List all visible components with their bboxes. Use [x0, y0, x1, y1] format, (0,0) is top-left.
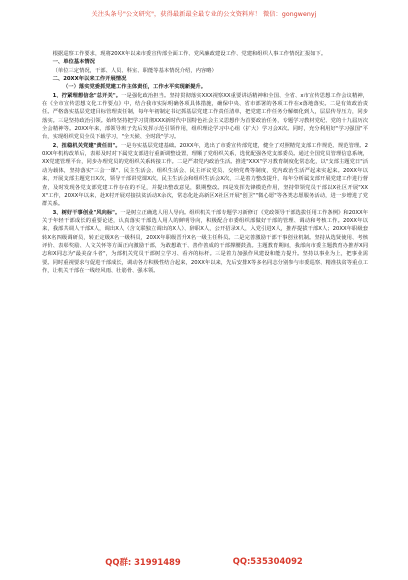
- item-3-title: 3、树好干事创业"风向标"。: [52, 209, 121, 216]
- section-heading-basic: 一、单位基本情况: [52, 59, 95, 66]
- basic-note: （单位三定情况，干部、人员、科室、职能等基本情况介绍，内容略）: [52, 67, 217, 74]
- qq-group-label: QQ群: 31991489: [105, 557, 181, 567]
- item-1: [42, 92, 368, 142]
- watermark-banner-bottom: [0, 556, 408, 568]
- subsection-heading-party: （一）落实党委抓党建工作主体责任，工作水平实现新提升。: [63, 84, 207, 91]
- item-2: [42, 142, 368, 209]
- item-3: [42, 209, 368, 276]
- item-1-title: 1、拧紧理想信念"总开关"。: [52, 92, 122, 99]
- document-body: [42, 50, 368, 275]
- intro-paragraph: 根据巡察工作要求，现将20XX年以来市委宣传部全面工作、党风廉政建设工作、党建和组织人事工作情况汇报如下。: [52, 51, 327, 57]
- section-heading-work: 二、20XX年以来工作开展情况: [52, 76, 127, 83]
- item-2-text: 一是夯实基层党建基础。20XX年，选出了市委宣传部党建，健全了对照精党支部工作规范、规范管理。20XX年机构改革后，表彰及时对下属党支部进行重新调整设置，理顺了党组织关系，选优配强各党支部委员。通过全国党员管理信息系统，XX党建管理平台，同步办理党员的党组织关系转接工作。二是严肃党内政治生活。推进"XXX"学习教育制度化常态化，以"支部主题党日"活动为载体，坚持落实"三会一课"、民主生活会、组织生活会、民主评议党员、交纳党费等制度，党内政治生活严起来实起来。20XX年以来，开展支部主题党日X次，领导干部讲党课X次，民主生活会和组织生活会X次，三是着力整改提升，每年分析属支部开展党建工作进行督查，及时发现各党支部党建工作存在的不足，并提出整改意见，限期整改。四是发挥先锋模范作用，坚持带领党员干部以X社区开展"XXX"工作，20XX年以来，赴X村开展对接扶贫活动X余次，常态化赴高新区X社区开展"创卫""微心愿"等各类志愿服务活动，进一步增进了党群关系。: [42, 142, 368, 208]
- item-3-text: 一是树立正确选人用人导向。组织机关干部专题学习新修订《党政领导干部选拔任用工作条例》和20XX年关于年轻干部成长的重要论述，认真落实干部选人用人的鲜明导向，积极配合市委组织部做好干部的管理、调动和考核工作。20XX年以来，我部共调人干部X人，调出X人（含文联独立调出的X人）、辞职X人，公开招录X人，入党引进X人，推荐提拔干部X人；20XX年职级套转X名四级调研员，转正定级X名一级科员，20XX年职级晋升X名一级主任科员。二是完善激励干部干事创业机制。坚持从选贤使用、考核评价、表彰奖励、人文关怀等方面正向激励干部，为敢想敢干、善作善成的干部撑腰鼓劲。主题教育期间，我部向市委主题教育办推荐X同志和X同志为"最美奋斗者"，为部机关党员干部树立学习、看齐的标杆。三是着力加强作风建设和能力提升。坚持以事业为上，把事业需要。同时重视要求与促进干部成长，调动各方积极性结合起来，20XX年以来，先后安排X等多名同志分别参与市委巡察、精准扶贫等重点工作，让机关干部在一线经风雨、壮筋骨、强本领。: [42, 209, 368, 274]
- item-2-title: 2、扭稳机关党建"责任田"。: [52, 142, 121, 149]
- item-1-text: 一是强化政治担当。坚持贯彻落实XXX视察XX重要讲话精神和全国、全省、x市宣传思想工作会议精神，在《全市宣传思想文化工作要点》中，结合我市实际明确各项具体措施，确保中央、省市部署的各项工作在x落地落实。二是有效政治责任。严格落实基层党建目标管理责任制，每年年初制定书记抓基层党建工作责任清单，把党建工作任务分解细化到人，层层传导压力，同步落实。三是坚持政治引领。始终坚持把学习贯彻XXX新时代中国特色社会主义思想作为首要政治任务，专题学习教材党纪、党的十九届历次全会精神等。20XX年来，部领导班子先后发挥示范引领作用，组织理论学习中心组（扩大）学习会X次。同时，充分利用好"学习强国"平台，实现组织党员全员下载学习，"全天候、全时段"学习。: [42, 92, 368, 141]
- qq-label: QQ:535304092: [232, 556, 303, 566]
- watermark-banner-top: 关注头条号"公文研究"，获得最新最全最专业的公文资料库！ 微信：gongwenyj: [91, 11, 317, 18]
